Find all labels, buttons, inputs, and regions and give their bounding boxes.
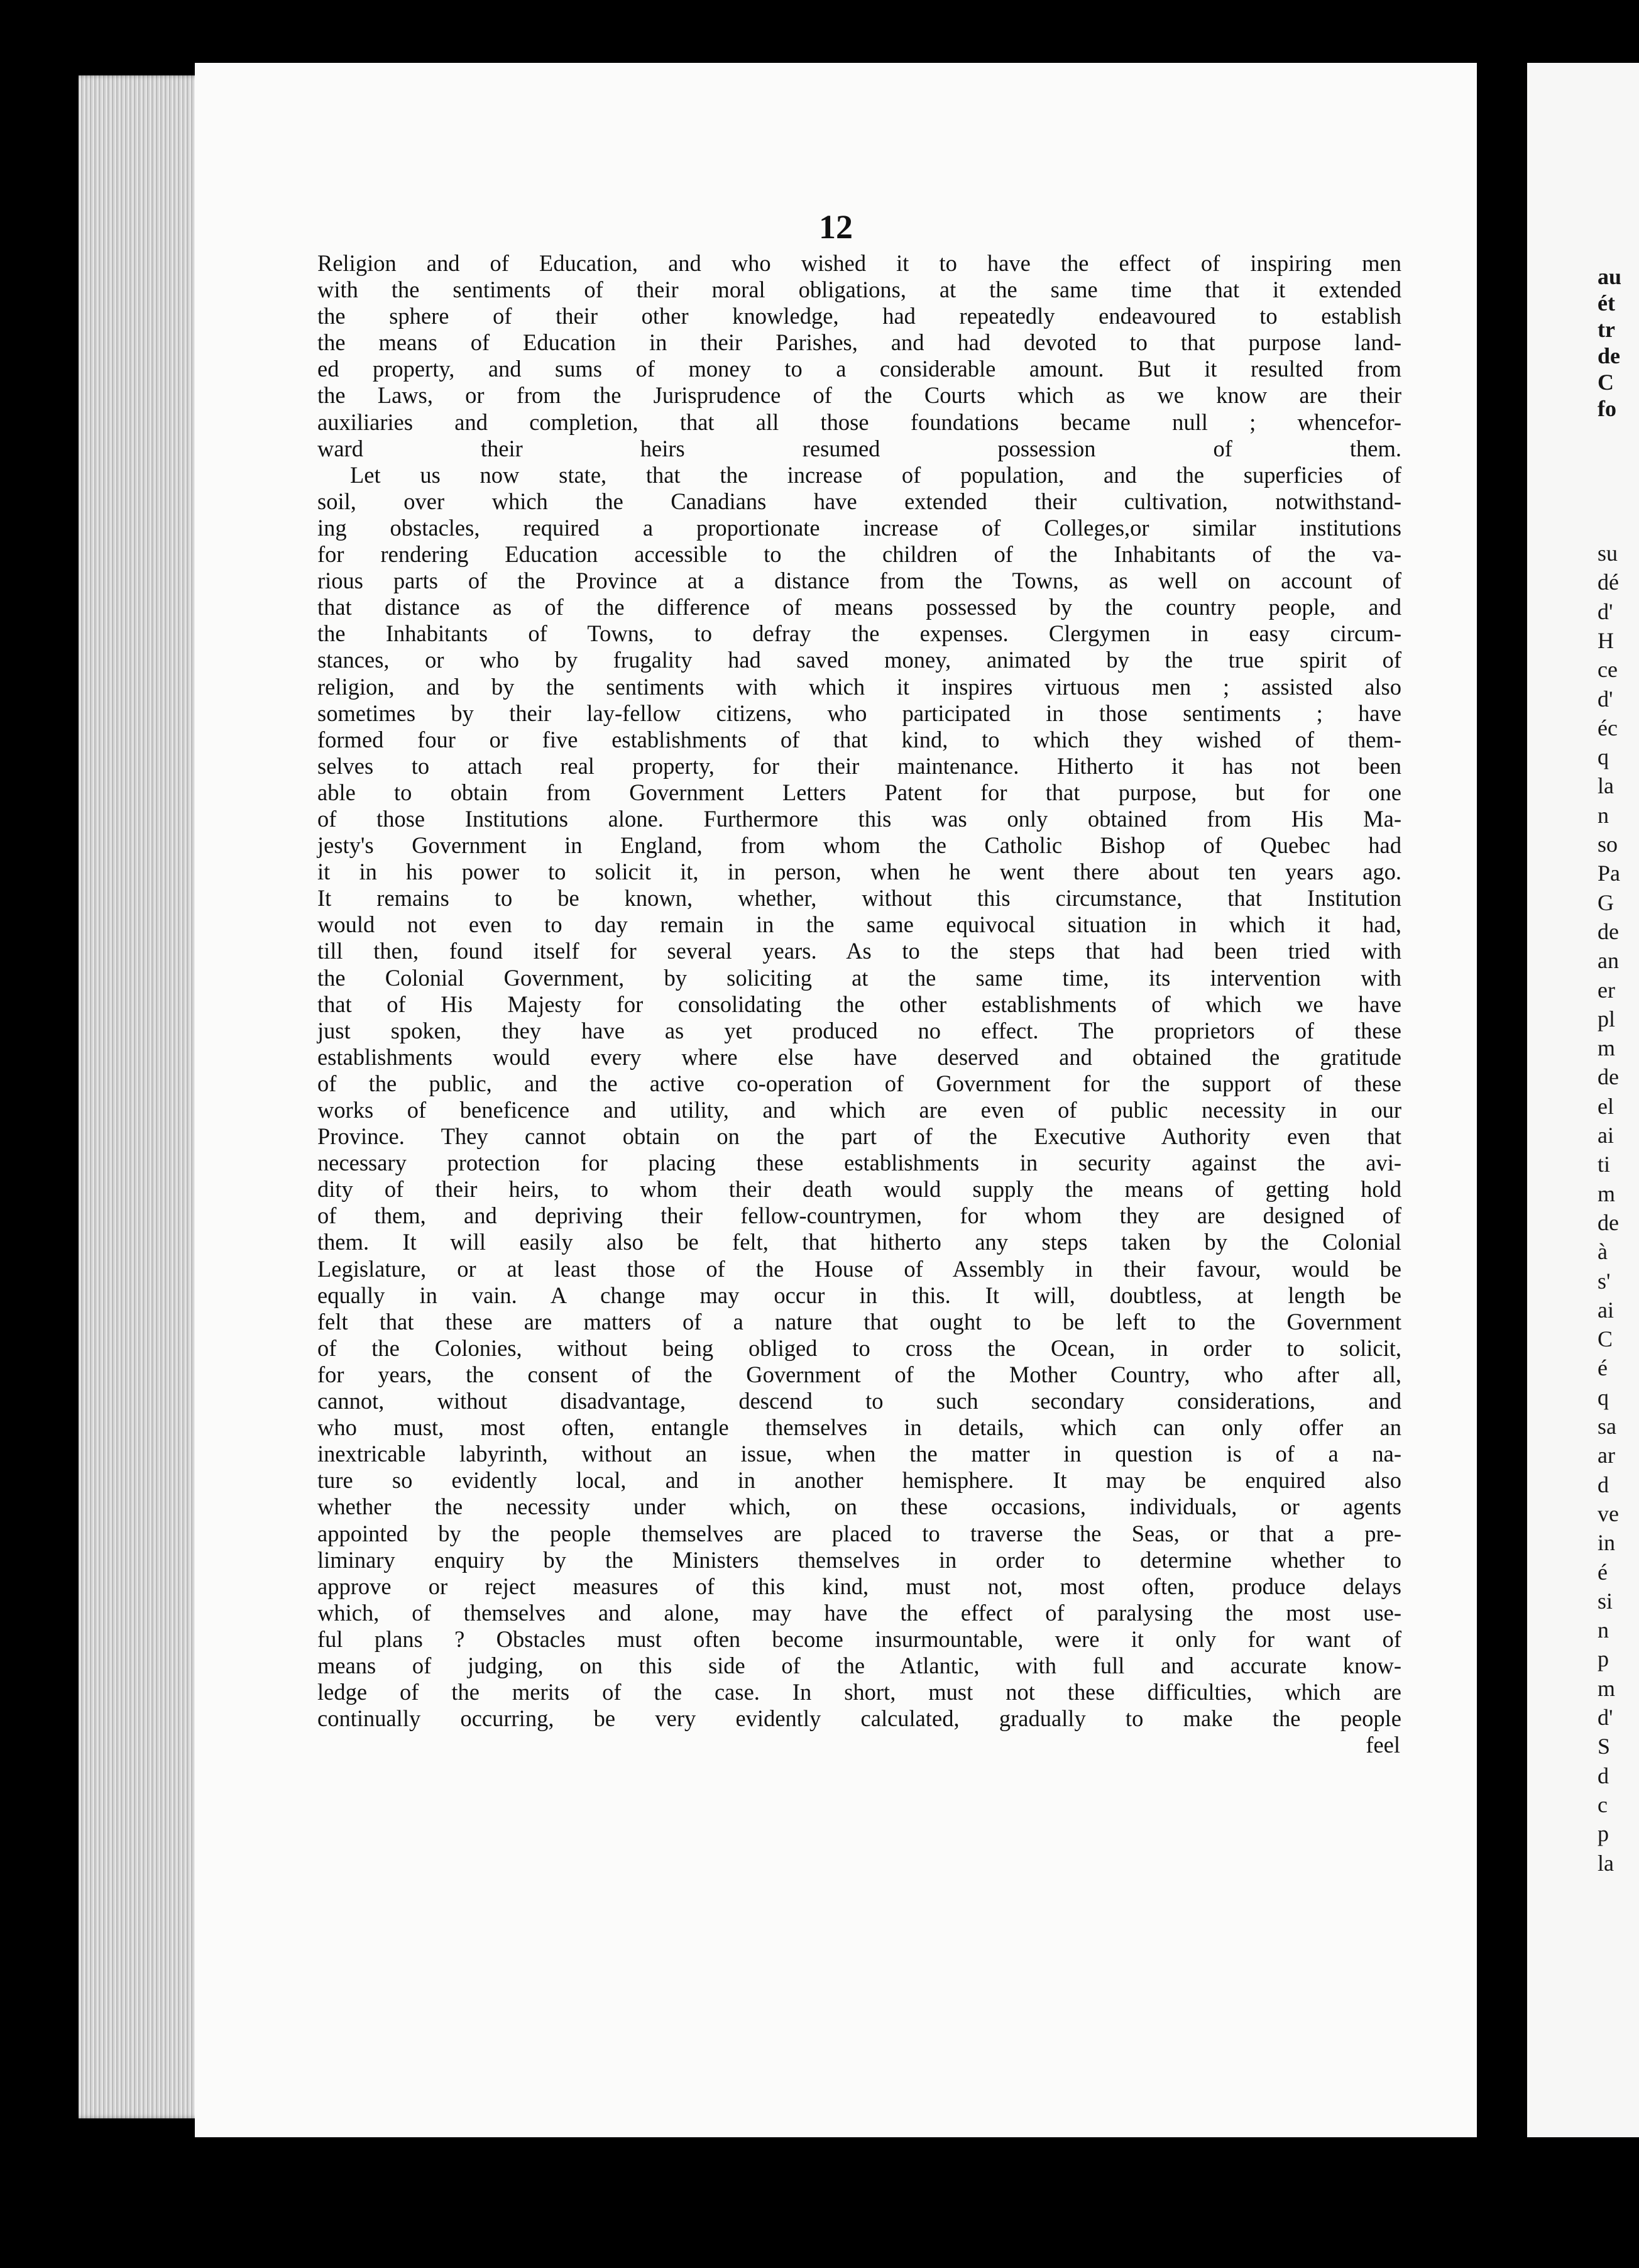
text-line: stances, or who by frugality had saved money, animated by the true spirit of	[317, 647, 1401, 673]
facing-page-fragment: si	[1598, 1588, 1613, 1614]
text-line: would not even to day remain in the same equivocal situation in which it had,	[317, 911, 1401, 938]
facing-page-fragment: n	[1598, 802, 1609, 828]
facing-page-fragment: ve	[1598, 1500, 1619, 1526]
text-line: inextricable labyrinth, without an issue, when the matter in question is of a na-	[317, 1441, 1401, 1467]
facing-page-fragment: dé	[1598, 570, 1619, 595]
facing-page-fragment: de	[1598, 343, 1620, 368]
facing-page-fragment: de	[1598, 1209, 1619, 1235]
text-line: that distance as of the difference of means possessed by the country people, and	[317, 594, 1401, 620]
facing-page-fragment: ai	[1598, 1297, 1614, 1323]
text-line: equally in vain. A change may occur in this. It will, doubtless, at length be	[317, 1282, 1401, 1308]
text-line: selves to attach real property, for their maintenance. Hitherto it has not been	[317, 752, 1401, 779]
facing-page-fragment: G	[1598, 889, 1614, 915]
text-line: the Inhabitants of Towns, to defray the expenses. Clergymen in easy circum-	[317, 620, 1401, 647]
facing-page-fragment: d'	[1598, 598, 1613, 624]
text-line: for years, the consent of the Government of the Mother Country, who after all,	[317, 1361, 1401, 1387]
facing-page-fragment: d	[1598, 1763, 1609, 1788]
text-line: that of His Majesty for consolidating the other establishments of which we have	[317, 991, 1401, 1017]
facing-page-fragment: é	[1598, 1559, 1608, 1585]
facing-page-fragment: q	[1598, 1384, 1609, 1410]
text-line: ture so evidently local, and in another hemisphere. It may be enquired also	[317, 1467, 1401, 1494]
text-line: able to obtain from Government Letters Patent for that purpose, but for one	[317, 779, 1401, 805]
text-line: works of beneficence and utility, and which are even of public necessity in our	[317, 1097, 1401, 1123]
text-line: appointed by the people themselves are placed to traverse the Seas, or that a pre-	[317, 1520, 1401, 1546]
text-line: necessary protection for placing these establishments in security against the avi-	[317, 1150, 1401, 1176]
text-line: dity of their heirs, to whom their death would supply the means of getting hold	[317, 1176, 1401, 1203]
text-line: cannot, without disadvantage, descend to such secondary considerations, and	[317, 1388, 1401, 1414]
text-line: it in his power to solicit it, in person, when he went there about ten years ago.	[317, 859, 1401, 885]
text-line: sometimes by their lay-fellow citizens, who participated in those sentiments ; have	[317, 700, 1401, 726]
text-line: who must, most often, entangle themselves in details, which can only offer an	[317, 1414, 1401, 1441]
page-stack-edges	[79, 75, 214, 2118]
text-line: felt that these are matters of a nature that ought to be left to the Government	[317, 1308, 1401, 1335]
facing-page-fragment: S	[1598, 1734, 1611, 1759]
text-line: establishments would every where else have deserved and obtained the gratitude	[317, 1043, 1401, 1070]
facing-page-fragment: m	[1598, 1675, 1616, 1701]
facing-page-fragment: au	[1598, 264, 1622, 289]
facing-page-fragment: de	[1598, 1064, 1619, 1090]
text-line: with the sentiments of their moral obligations, at the same time that it extended	[317, 277, 1401, 303]
facing-page-fragment: C	[1598, 370, 1614, 395]
facing-page-fragment: ét	[1598, 290, 1615, 316]
text-line: the means of Education in their Parishes, and had devoted to that purpose land-	[317, 329, 1401, 356]
facing-page-fragment: p	[1598, 1821, 1609, 1847]
facing-page-fragment: m	[1598, 1181, 1616, 1206]
body-text	[317, 250, 1401, 1758]
text-line: approve or reject measures of this kind, must not, most often, produce delays	[317, 1573, 1401, 1599]
text-line: ful plans ? Obstacles must often become insurmountable, were it only for want of	[317, 1626, 1401, 1652]
text-line: of the Colonies, without being obliged to cross the Ocean, in order to solicit,	[317, 1335, 1401, 1361]
text-line: rious parts of the Province at a distance from the Towns, as well on account of	[317, 568, 1401, 594]
facing-page-fragment: s'	[1598, 1268, 1611, 1294]
facing-page-fragment: éc	[1598, 715, 1618, 740]
facing-page-fragment: q	[1598, 744, 1609, 770]
text-line: means of judging, on this side of the Atlantic, with full and accurate know-	[317, 1652, 1401, 1678]
facing-page-fragment: é	[1598, 1355, 1608, 1381]
facing-page-fragment: la	[1598, 773, 1614, 799]
text-line: Legislature, or at least those of the House of Assembly in their favour, would be	[317, 1255, 1401, 1282]
text-line: of them, and depriving their fellow-countrymen, for whom they are designed of	[317, 1203, 1401, 1229]
facing-page-fragment: pl	[1598, 1006, 1616, 1032]
facing-page-fragment: de	[1598, 918, 1619, 944]
text-line: Let us now state, that the increase of population, and the superficies of	[350, 461, 1401, 488]
facing-page-fragment: ce	[1598, 657, 1618, 683]
facing-page-fragment: ai	[1598, 1123, 1614, 1148]
text-line: of the public, and the active co-operation of Government for the support of these	[317, 1070, 1401, 1096]
text-line: for rendering Education accessible to the children of the Inhabitants of the va-	[317, 541, 1401, 568]
facing-page-fragment: sa	[1598, 1414, 1616, 1439]
facing-page	[1527, 63, 1639, 2137]
facing-page-fragment: d	[1598, 1472, 1609, 1497]
page-gutter	[1477, 25, 1527, 2250]
facing-page-fragment: tr	[1598, 317, 1615, 342]
facing-page-fragment: an	[1598, 948, 1619, 974]
facing-page-fragment: la	[1598, 1850, 1614, 1876]
text-line: the Colonial Government, by soliciting at the same time, its intervention with	[317, 964, 1401, 991]
facing-page-fragment: à	[1598, 1239, 1608, 1265]
text-line: auxiliaries and completion, that all those foundations became null ; whencefor-	[317, 409, 1401, 435]
text-line: Province. They cannot obtain on the part of the Executive Authority even that	[317, 1123, 1401, 1150]
text-line: just spoken, they have as yet produced no effect. The proprietors of these	[317, 1017, 1401, 1043]
text-line: religion, and by the sentiments with which it inspires virtuous men ; assisted also	[317, 673, 1401, 700]
facing-page-fragment: C	[1598, 1326, 1613, 1352]
facing-page-fragment: ar	[1598, 1443, 1615, 1468]
text-line: ward their heirs resumed possession of them.	[317, 435, 1401, 461]
text-line: the Laws, or from the Jurisprudence of the Courts which as we know are their	[317, 382, 1401, 409]
facing-page-fragment: d'	[1598, 686, 1613, 712]
facing-page-fragment: el	[1598, 1093, 1614, 1119]
facing-page-fragment: c	[1598, 1792, 1608, 1817]
facing-page-fragment: fo	[1598, 396, 1616, 421]
text-line: It remains to be known, whether, without this circumstance, that Institution	[317, 885, 1401, 911]
text-line: whether the necessity under which, on these occasions, individuals, or agents	[317, 1494, 1401, 1520]
page-number: 12	[819, 208, 853, 246]
text-line: jesty's Government in England, from whom the Catholic Bishop of Quebec had	[317, 832, 1401, 859]
text-line: which, of themselves and alone, may have the effect of paralysing the most use-	[317, 1599, 1401, 1626]
text-line: ed property, and sums of money to a considerable amount. But it resulted from	[317, 356, 1401, 382]
catchword: feel	[1366, 1732, 1400, 1758]
text-line: them. It will easily also be felt, that hitherto any steps taken by the Colonial	[317, 1229, 1401, 1255]
text-line: till then, found itself for several years. As to the steps that had been tried with	[317, 938, 1401, 964]
facing-page-fragment: H	[1598, 627, 1614, 653]
facing-page-fragment: so	[1598, 832, 1618, 857]
facing-page-fragment: Pa	[1598, 861, 1620, 886]
facing-page-fragment: p	[1598, 1646, 1609, 1672]
text-line: of those Institutions alone. Furthermore this was only obtained from His Ma-	[317, 805, 1401, 832]
facing-page-fragment: n	[1598, 1617, 1609, 1643]
facing-page-fragment: in	[1598, 1530, 1616, 1556]
text-line: ing obstacles, required a proportionate increase of Colleges,or similar institutions	[317, 514, 1401, 541]
facing-page-fragment: er	[1598, 977, 1615, 1003]
facing-page-fragment: su	[1598, 541, 1618, 566]
text-line: Religion and of Education, and who wished it to have the effect of inspiring men	[317, 250, 1401, 276]
facing-page-fragment: m	[1598, 1035, 1616, 1061]
text-line: continually occurring, be very evidently calculated, gradually to make the people	[317, 1705, 1401, 1732]
text-line: the sphere of their other knowledge, had repeatedly endeavoured to establish	[317, 303, 1401, 329]
facing-page-fragment: d'	[1598, 1705, 1613, 1730]
text-line: ledge of the merits of the case. In short, must not these difficulties, which are	[317, 1679, 1401, 1705]
paragraph	[317, 250, 1401, 462]
text-line: formed four or five establishments of that kind, to which they wished of them-	[317, 726, 1401, 752]
paragraph	[317, 462, 1401, 1732]
text-line: soil, over which the Canadians have extended their cultivation, notwithstand-	[317, 488, 1401, 514]
facing-page-fragment: ti	[1598, 1152, 1611, 1177]
text-line: liminary enquiry by the Ministers themselves in order to determine whether to	[317, 1546, 1401, 1573]
